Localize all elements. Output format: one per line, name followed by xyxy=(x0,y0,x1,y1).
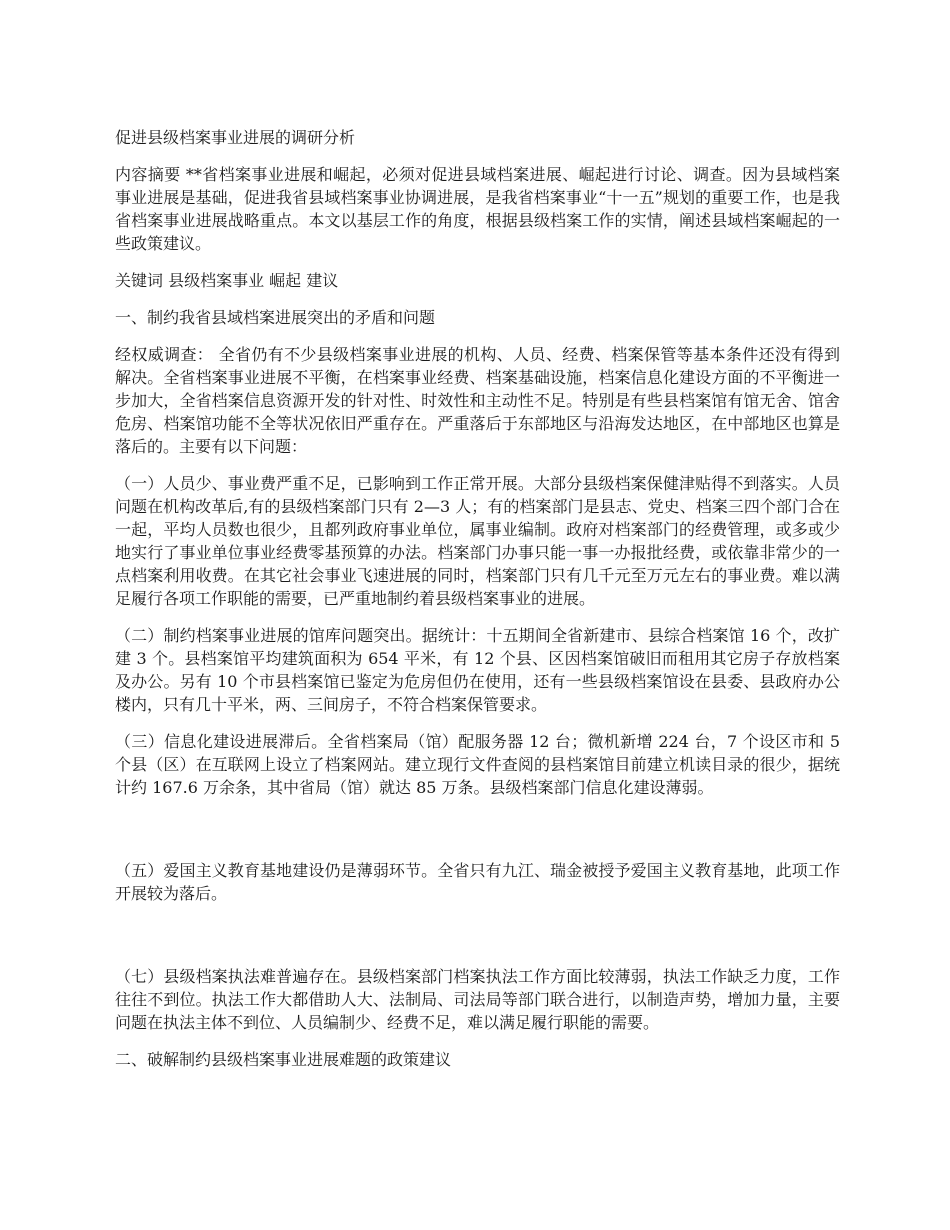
section-2-heading: 二、破解制约县级档案事业进展难题的政策建议 xyxy=(115,1050,452,1069)
item-3-paragraph: （三）信息化建设进展滞后。全省档案局（馆）配服务器 12 台；微机新增 224 台，7 个设区市和 5 个县（区）在互联网上设立了档案网站。建立现行文件查阅的县档案馆目前建立机读目录的很少，据统计约 167.6 万余条，其中省局（馆）就达 85 万条。县级档案部门信息化建设薄弱。 xyxy=(115,732,840,797)
document-body xyxy=(115,126,840,1085)
section-1-intro-paragraph: 经权威调查： 全省仍有不少县级档案事业进展的机构、人员、经费、档案保管等基本条件还没有得到解决。全省档案事业进展不平衡，在档案事业经费、档案基础设施，档案信息化建设方面的不平衡进一步加大，全省档案信息资源开发的针对性、时效性和主动性不足。特别是有些县档案馆有馆无舍、馆舍危房、档案馆功能不全等状况依旧严重存在。严重落后于东部地区与沿海发达地区，在中部地区也算是落后的。主要有以下问题： xyxy=(115,345,840,456)
item-7-paragraph: （七）县级档案执法难普遍存在。县级档案部门档案执法工作方面比较薄弱，执法工作缺乏力度，工作往往不到位。执法工作大都借助人大、法制局、司法局等部门联合进行，以制造声势，增加力量，主要问题在执法主体不到位、人员编制少、经费不足，难以满足履行职能的需要。 xyxy=(115,967,840,1032)
abstract-paragraph: 内容摘要 **省档案事业进展和崛起，必须对促进县域档案进展、崛起进行讨论、调查。因为县域档案事业进展是基础，促进我省县域档案事业协调进展，是我省档案事业“十一五”规划的重要工作，也是我省档案事业进展战略重点。本文以基层工作的角度，根据县级档案工作的实情，阐述县域档案崛起的一些政策建议。 xyxy=(115,165,840,253)
item-5-paragraph: （五）爱国主义教育基地建设仍是薄弱环节。全省只有九江、瑞金被授予爱国主义教育基地，此项工作开展较为落后。 xyxy=(115,861,840,903)
section-1-heading: 一、制约我省县域档案进展突出的矛盾和问题 xyxy=(115,308,436,327)
blank-spacer xyxy=(115,813,840,859)
item-1-paragraph: （一）人员少、事业费严重不足，已影响到工作正常开展。大部分县级档案保健津贴得不到落实。人员问题在机构改革后,有的县级档案部门只有 2—3 人；有的档案部门是县志、党史、档案三四个部门合在一起，平均人员数也很少，且都列政府事业单位，属事业编制。政府对档案部门的经费管理，或多或少地实行了事业单位事业经费零基预算的办法。档案部门办事只能一事一办报批经费，或依靠非常少的一点档案利用收费。在其它社会事业飞速进展的同时，档案部门只有几千元至万元左右的事业费。难以满足履行各项工作职能的需要，已严重地制约着县级档案事业的进展。 xyxy=(115,474,840,608)
blank-spacer xyxy=(115,919,840,965)
document-title: 促进县级档案事业进展的调研分析 xyxy=(115,128,356,147)
item-2-paragraph: （二）制约档案事业进展的馆库问题突出。据统计：十五期间全省新建市、县综合档案馆 16 个，改扩建 3 个。县档案馆平均建筑面积为 654 平米，有 12 个县、区因档案馆破旧而租用其它房子存放档案及办公。另有 10 个市县档案馆已鉴定为危房但仍在使用，还有一些县级档案馆设在县委、县政府办公楼内，只有几十平米，两、三间房子，不符合档案保管要求。 xyxy=(115,626,840,714)
keywords-line: 关键词 县级档案事业 崛起 建议 xyxy=(115,271,339,290)
